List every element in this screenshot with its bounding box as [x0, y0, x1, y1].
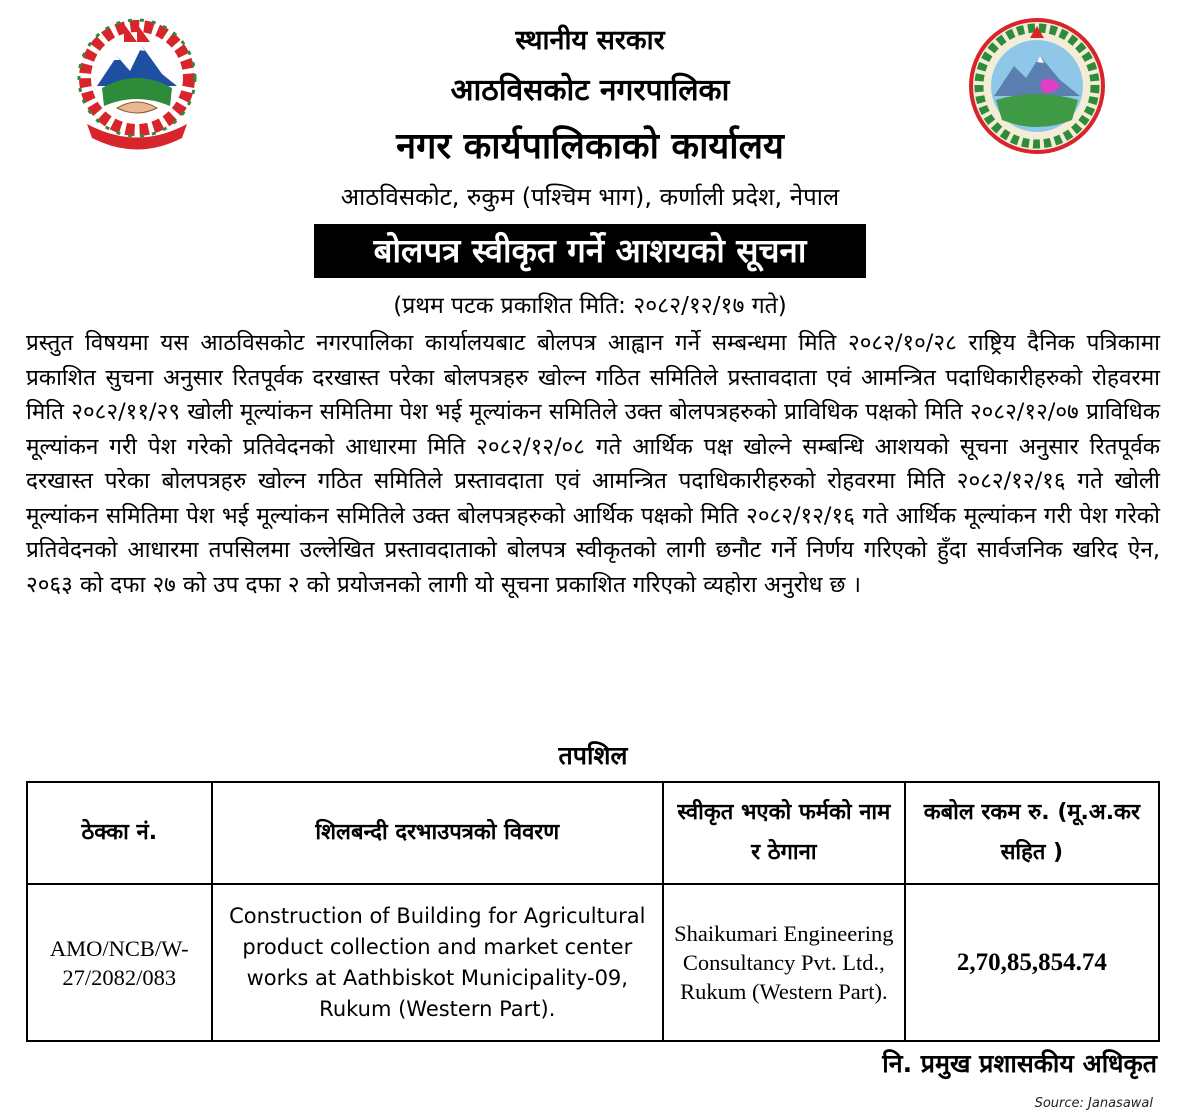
- source-credit: Source: Janasawal: [1034, 1096, 1153, 1111]
- office-name-heading: नगर कार्यपालिकाको कार्यालय: [396, 126, 784, 167]
- publication-date: (प्रथम पटक प्रकाशित मिति: २०८२/१२/१७ गते): [393, 293, 787, 319]
- table-row: [27, 884, 1159, 1041]
- column-header-firm: स्वीकृत भएको फर्मको नाम र ठेगाना: [663, 782, 905, 884]
- signatory-title: नि. प्रमुख प्रशासकीय अधिकृत: [882, 1049, 1157, 1078]
- column-header-amount: कबोल रकम रु. (मू.अ.कर सहित ): [905, 782, 1159, 884]
- cell-contract-no: AMO/NCB/W-27/2082/083: [27, 884, 212, 1041]
- government-level-heading: स्थानीय सरकार: [515, 25, 665, 56]
- municipality-name-heading: आठविसकोट नगरपालिका: [450, 73, 730, 108]
- office-address: आठविसकोट, रुकुम (पश्चिम भाग), कर्णाली प्रदेश, नेपाल: [340, 183, 840, 211]
- cell-description: Construction of Building for Agricultural product collection and market center works at Aathbiskot Municipality-09, Rukum (Western Part).: [212, 884, 663, 1041]
- column-header-description: शिलबन्दी दरभाउपत्रको विवरण: [212, 782, 663, 884]
- column-header-contract-no: ठेक्का नं.: [27, 782, 212, 884]
- nepal-coat-of-arms-emblem: [62, 16, 212, 156]
- table-header-row: [27, 782, 1159, 884]
- details-table-heading: तपशिल: [558, 741, 628, 770]
- contract-details-table: [26, 781, 1160, 1042]
- notice-title-banner: बोलपत्र स्वीकृत गर्ने आशयको सूचना: [314, 224, 866, 278]
- cell-firm: Shaikumari Engineering Consultancy Pvt. Ltd., Rukum (Western Part).: [663, 884, 905, 1041]
- cell-amount: 2,70,85,854.74: [905, 884, 1159, 1041]
- notice-body-paragraph: प्रस्तुत विषयमा यस आठविसकोट नगरपालिका कार्यालयबाट बोलपत्र आह्वान गर्ने सम्बन्धमा मिति २०८२/१०/२८ राष्ट्रिय दैनिक पत्रिकामा प्रकाशित सुचना अनुसार रितपूर्वक दरखास्त परेका बोलपत्रहरु खोल्न गठित समितिले प्रस्तावदाता एवं आमन्त्रित पदाधिकारीहरुको रोहवरमा मिति २०८२/११/२९ खोली मूल्यांकन समितिमा पेश भई मूल्यांकन समितिले उक्त बोलपत्रहरुको प्राविधिक पक्षको मिति २०८२/१२/०७ प्राविधिक मूल्यांकन गरी पेश गरेको प्रतिवेदनको आधारमा मिति २०८२/१२/०८ गते आर्थिक पक्ष खोल्ने सम्बन्धि आशयको सूचना अनुसार रितपूर्वक दरखास्त परेका बोलपत्रहरु खोल्न गठित समितिले प्रस्तावदाता एवं आमन्त्रित पदाधिकारीहरुको रोहवरमा मिति २०८२/१२/१६ गते खोली मूल्यांकन समितिमा पेश भई मूल्यांकन समितिले उक्त बोलपत्रहरुको आर्थिक पक्षको मिति २०८२/१२/१६ गते आर्थिक मूल्यांकन गरी पेश गरेको प्रतिवेदनको आधारमा तपसिलमा उल्लेखित प्रस्तावदाताको बोलपत्र स्वीकृतको लागी छनौट गर्ने निर्णय गरिएको हुँदा सार्वजनिक खरिद ऐन, २०६३ को दफा २७ को उप दफा २ को प्रयोजनको लागी यो सूचना प्रकाशित गरिएको व्यहोरा अनुरोध छ ।: [26, 330, 1160, 598]
- municipality-logo-emblem: [962, 16, 1112, 156]
